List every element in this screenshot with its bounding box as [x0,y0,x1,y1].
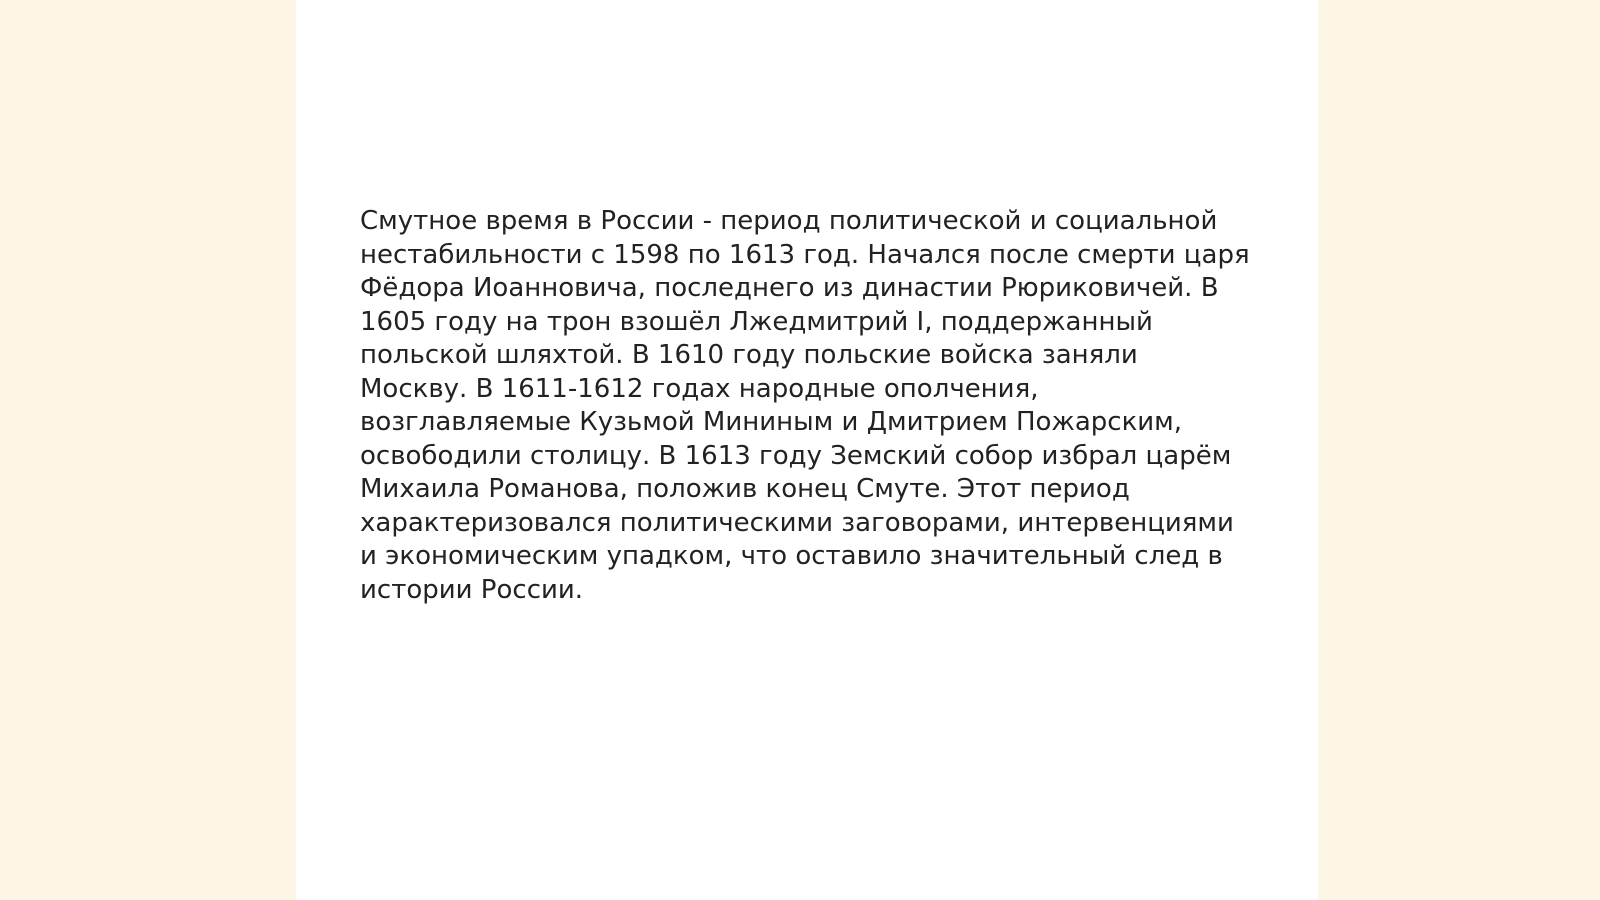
document-page [296,0,1318,900]
body-paragraph: Смутное время в России - период политической и социальной нестабильности с 1598 по 1613 год. Начался после смерти царя Фёдора Иоанновича, последнего из династии Рюриковичей. В 1605 году на трон взошёл Лжедмитрий I, поддержанный польской шляхтой. В 1610 году польские войска заняли Москву. В 1611-1612 годах народные ополчения, возглавляемые Кузьмой Мининым и Дмитрием Пожарским, освободили столицу. В 1613 году Земский собор избрал царём Михаила Романова, положив конец Смуте. Этот период характеризовался политическими заговорами, интервенциями и экономическим упадком, что оставило значительный след в истории России. [360,206,1250,605]
